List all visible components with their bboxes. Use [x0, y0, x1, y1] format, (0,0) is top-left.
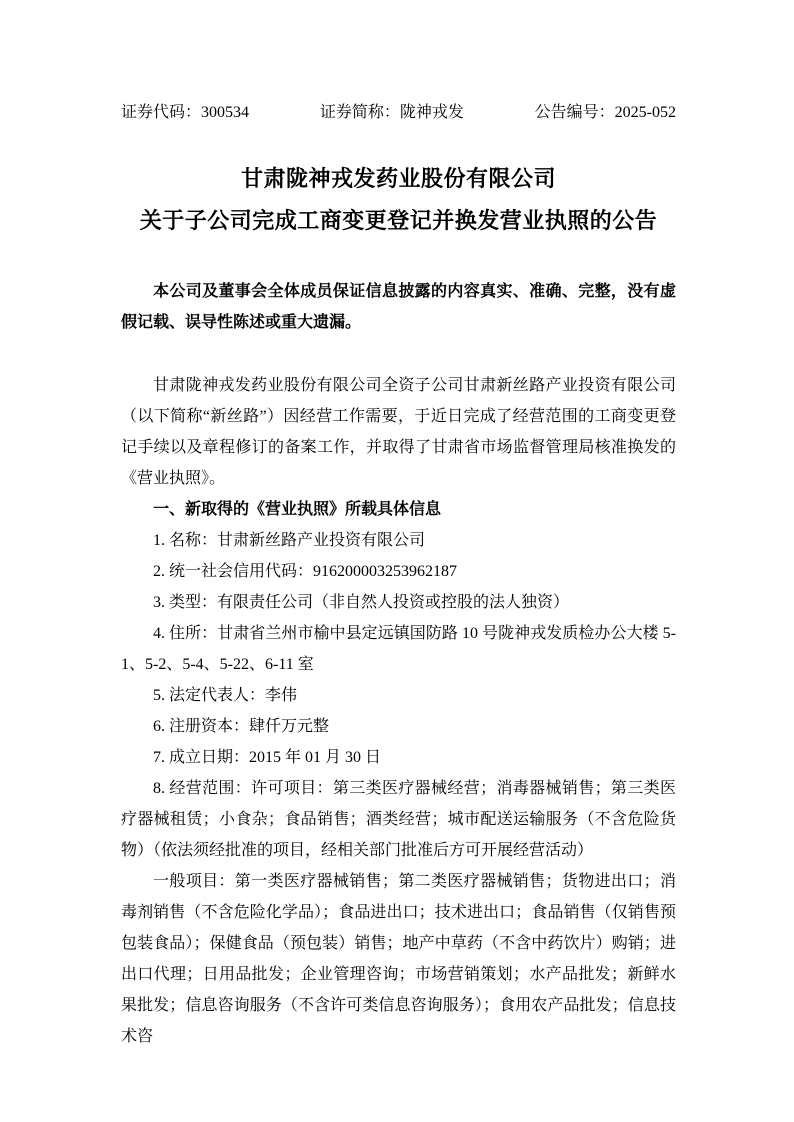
- license-item-business-scope-licensed: 8. 经营范围：许可项目：第三类医疗器械经营；消毒器械销售；第三类医疗器械租赁；小食杂；食品销售；酒类经营；城市配送运输服务（不含危险货物）（依法须经批准的项目，经相关部门批准后方可开展经营活动）: [121, 780, 676, 859]
- intro-paragraph: 甘肃陇神戎发药业股份有限公司全资子公司甘肃新丝路产业投资有限公司（以下简称“新丝路”）因经营工作需要，于近日完成了经营范围的工商变更登记手续以及章程修订的备案工作，并取得了甘肃省市场监督管理局核准换发的《营业执照》。: [121, 377, 676, 487]
- document-header: [121, 103, 676, 123]
- license-item-company-type: 3. 类型：有限责任公司（非自然人投资或控股的法人独资）: [153, 594, 570, 611]
- license-item-registered-capital: 6. 注册资本：肆仟万元整: [153, 718, 330, 735]
- license-item-establishment-date: 7. 成立日期：2015 年 01 月 30 日: [153, 749, 382, 766]
- license-item-legal-representative: 5. 法定代表人：李伟: [153, 687, 298, 704]
- license-item-credit-code: 2. 统一社会信用代码：916200003253962187: [153, 563, 458, 580]
- license-item-address: 4. 住所：甘肃省兰州市榆中县定远镇国防路 10 号陇神戎发质检办公大楼 5-1、5-2、5-4、5-22、6-11 室: [121, 625, 676, 673]
- title-block: [121, 158, 676, 242]
- license-item-business-scope-general: 一般项目：第一类医疗器械销售；第二类医疗器械销售；货物进出口；消毒剂销售（不含危险化学品）；食品进出口；技术进出口；食品销售（仅销售预包装食品）；保健食品（预包装）销售；地产中草药（不含中药饮片）购销；进出口代理；日用品批发；企业管理咨询；市场营销策划；水产品批发；新鲜水果批发；信息咨询服务（不含许可类信息咨询服务）；食用农产品批发；信息技术咨: [121, 873, 676, 1045]
- company-name-title: 甘肃陇神戎发药业股份有限公司: [240, 166, 556, 191]
- section-heading-license-info: 一、新取得的《营业执照》所载具体信息: [153, 501, 442, 518]
- stock-code: 证券代码：300534: [121, 104, 250, 121]
- announcement-title: 关于子公司完成工商变更登记并换发营业执照的公告: [139, 208, 658, 233]
- stock-short-name: 证券简称：陇神戎发: [319, 104, 464, 121]
- license-item-name: 1. 名称：甘肃新丝路产业投资有限公司: [153, 532, 426, 549]
- announcement-number: 公告编号：2025-052: [534, 104, 676, 121]
- disclosure-statement: 本公司及董事会全体成员保证信息披露的内容真实、准确、完整，没有虚假记载、误导性陈述或重大遗漏。: [121, 283, 676, 331]
